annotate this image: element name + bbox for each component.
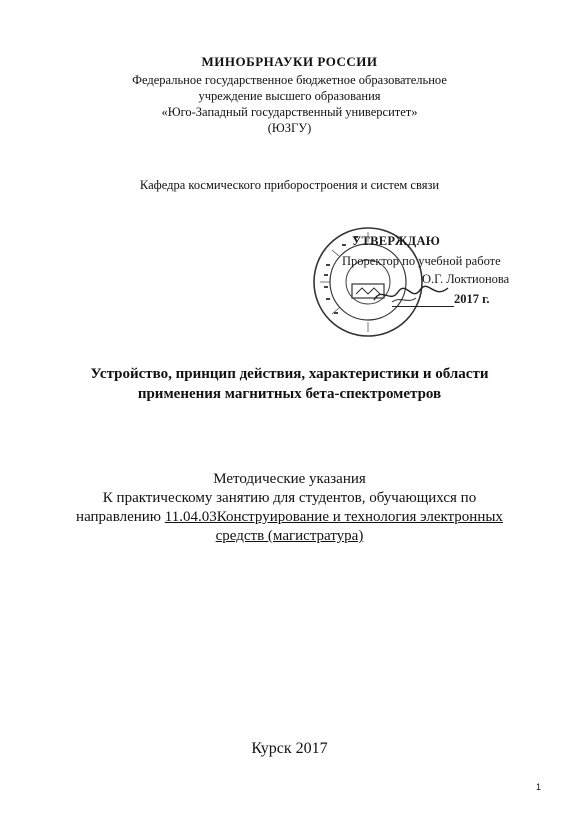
city-year: Курск 2017 [251, 740, 328, 757]
department-name: Кафедра космического приборостроения и систем связи [139, 178, 440, 192]
institution-block [0, 72, 579, 136]
guide-kind: Методические указания [213, 471, 366, 487]
title-line-1: Устройство, принцип действия, характеристики и области [90, 366, 489, 382]
page-number: 1 [535, 782, 541, 792]
title-line-2: применения магнитных бета-спектрометров [137, 386, 442, 402]
ministry-heading: МИНОБРНАУКИ РОССИИ [201, 54, 378, 69]
approval-block [312, 220, 542, 342]
guide-line-3 [0, 508, 579, 527]
guide-line-2: К практическому занятию для студентов, обучающихся по [102, 490, 477, 506]
approval-name: О.Г. Локтионова [422, 272, 510, 286]
document-title [0, 364, 579, 404]
program-link-continued[interactable]: средств (магистратура) [215, 528, 364, 544]
program-link[interactable]: 11.04.03Конструирование и технология электронных [164, 509, 503, 525]
signature-line [392, 306, 454, 307]
institution-line-4: (ЮЗГУ) [267, 121, 312, 135]
approval-date: 2017 г. [454, 292, 490, 306]
guide-line-4 [0, 527, 579, 546]
approval-title: УТВЕРЖДАЮ [352, 234, 441, 248]
institution-line-1: Федеральное государственное бюджетное образовательное [132, 73, 447, 87]
institution-line-2: учреждение высшего образования [198, 89, 381, 103]
guide-description [0, 470, 579, 546]
guide-line-3-prefix: направлению [76, 509, 165, 525]
approval-role: Проректор по учебной работе [342, 254, 501, 268]
institution-line-3: «Юго-Западный государственный университет» [161, 105, 418, 119]
